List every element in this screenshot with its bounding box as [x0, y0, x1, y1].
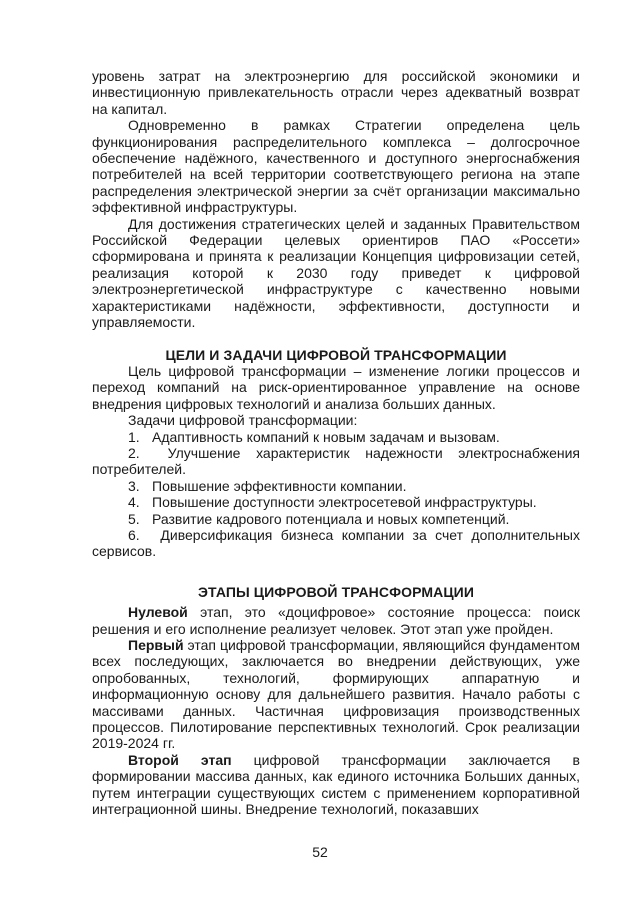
section-heading-stages: ЭТАПЫ ЦИФРОВОЙ ТРАНСФОРМАЦИИ	[197, 583, 474, 600]
task-item	[92, 478, 580, 494]
task-item	[92, 511, 580, 527]
paragraph-stage-one	[92, 637, 580, 752]
tasks-intro: Задачи цифровой трансформации:	[128, 412, 358, 429]
paragraph-stage-two	[92, 752, 580, 818]
task-text: Повышение эффективности компании.	[152, 477, 407, 494]
paragraph-concept: Для достижения стратегических целей и заданных Правительством Российской Федерации целевых ориентиров ПАО «Россети» сформирована и принята к реализации Концепция цифровизации сетей, реализация которой к 2030 году приведет к цифровой электроэнергетической инфраструктуре с качественно новыми характеристиками надёжности, эффективности, доступности и управляемости.	[92, 215, 580, 331]
task-text: Улучшение характеристик надежности электроснабжения потребителей.	[92, 444, 581, 478]
paragraph-goal: Цель цифровой трансформации – изменение логики процессов и переход компаний на риск-ориентированное управление на основе внедрения цифровых технологий и анализа больших данных.	[92, 362, 580, 412]
task-text: Диверсификация бизнеса компании за счет дополнительных сервисов.	[92, 526, 580, 560]
stage-zero-label: Нулевой	[128, 604, 188, 621]
task-item	[92, 429, 580, 445]
stage-one-text: этап цифровой трансформации, являющийся фундаментом всех последующих, заключается во внедрении действующих, уже опробованных, технологий, формирующих аппаратную и информационную основу для дальнейшего развития. Начало работы с массивами данных. Частичная цифровизация производственных процессов. Пилотирование перспективных технологий. Срок реализации 2019-2024 гг.	[92, 637, 580, 752]
paragraph-strategy: Одновременно в рамках Стратегии определена цель функционирования распределительного комплекса – долгосрочное обеспечение надёжного, качественного и доступного энергоснабжения потребителей на всей территории соответствующего региона на этапе распределения электрической энергии за счёт организации максимально эффективной инфраструктуры.	[92, 117, 580, 216]
task-item	[92, 445, 580, 478]
stage-one-label: Первый	[128, 637, 184, 653]
task-number: 4.	[128, 494, 140, 511]
paragraph-stage-zero	[92, 604, 580, 637]
task-number: 5.	[128, 510, 140, 527]
section-heading-goals: ЦЕЛИ И ЗАДАЧИ ЦИФРОВОЙ ТРАНСФОРМАЦИИ	[165, 346, 507, 363]
task-item	[92, 527, 580, 560]
page-number: 52	[312, 844, 328, 860]
task-text: Адаптивность компаний к новым задачам и вызовам.	[152, 428, 500, 445]
stage-two-text: цифровой трансформации заключается в формировании массива данных, как единого источника Больших данных, путем интеграции существующих систем с применением корпоративной интеграционной шины. Внедрение технологий, показавших	[92, 751, 580, 818]
task-number: 2.	[128, 444, 140, 461]
task-number: 3.	[128, 477, 140, 494]
task-item	[92, 494, 580, 510]
task-number: 1.	[128, 428, 140, 445]
task-text: Повышение доступности электросетевой инфраструктуры.	[152, 494, 537, 511]
task-text: Развитие кадрового потенциала и новых компетенций.	[152, 510, 510, 527]
document-page	[92, 68, 580, 817]
stage-zero-text: этап, это «доцифровое» состояние процесса: поиск решения и его исполнение реализует человек. Этот этап уже пройден.	[92, 604, 580, 637]
task-number: 6.	[128, 526, 140, 543]
stage-two-label: Второй этап	[128, 751, 232, 768]
paragraph-intro: уровень затрат на электроэнергию для российской экономики и инвестиционную привлекательность отрасли через адекватный возврат на капитал.	[92, 68, 580, 117]
